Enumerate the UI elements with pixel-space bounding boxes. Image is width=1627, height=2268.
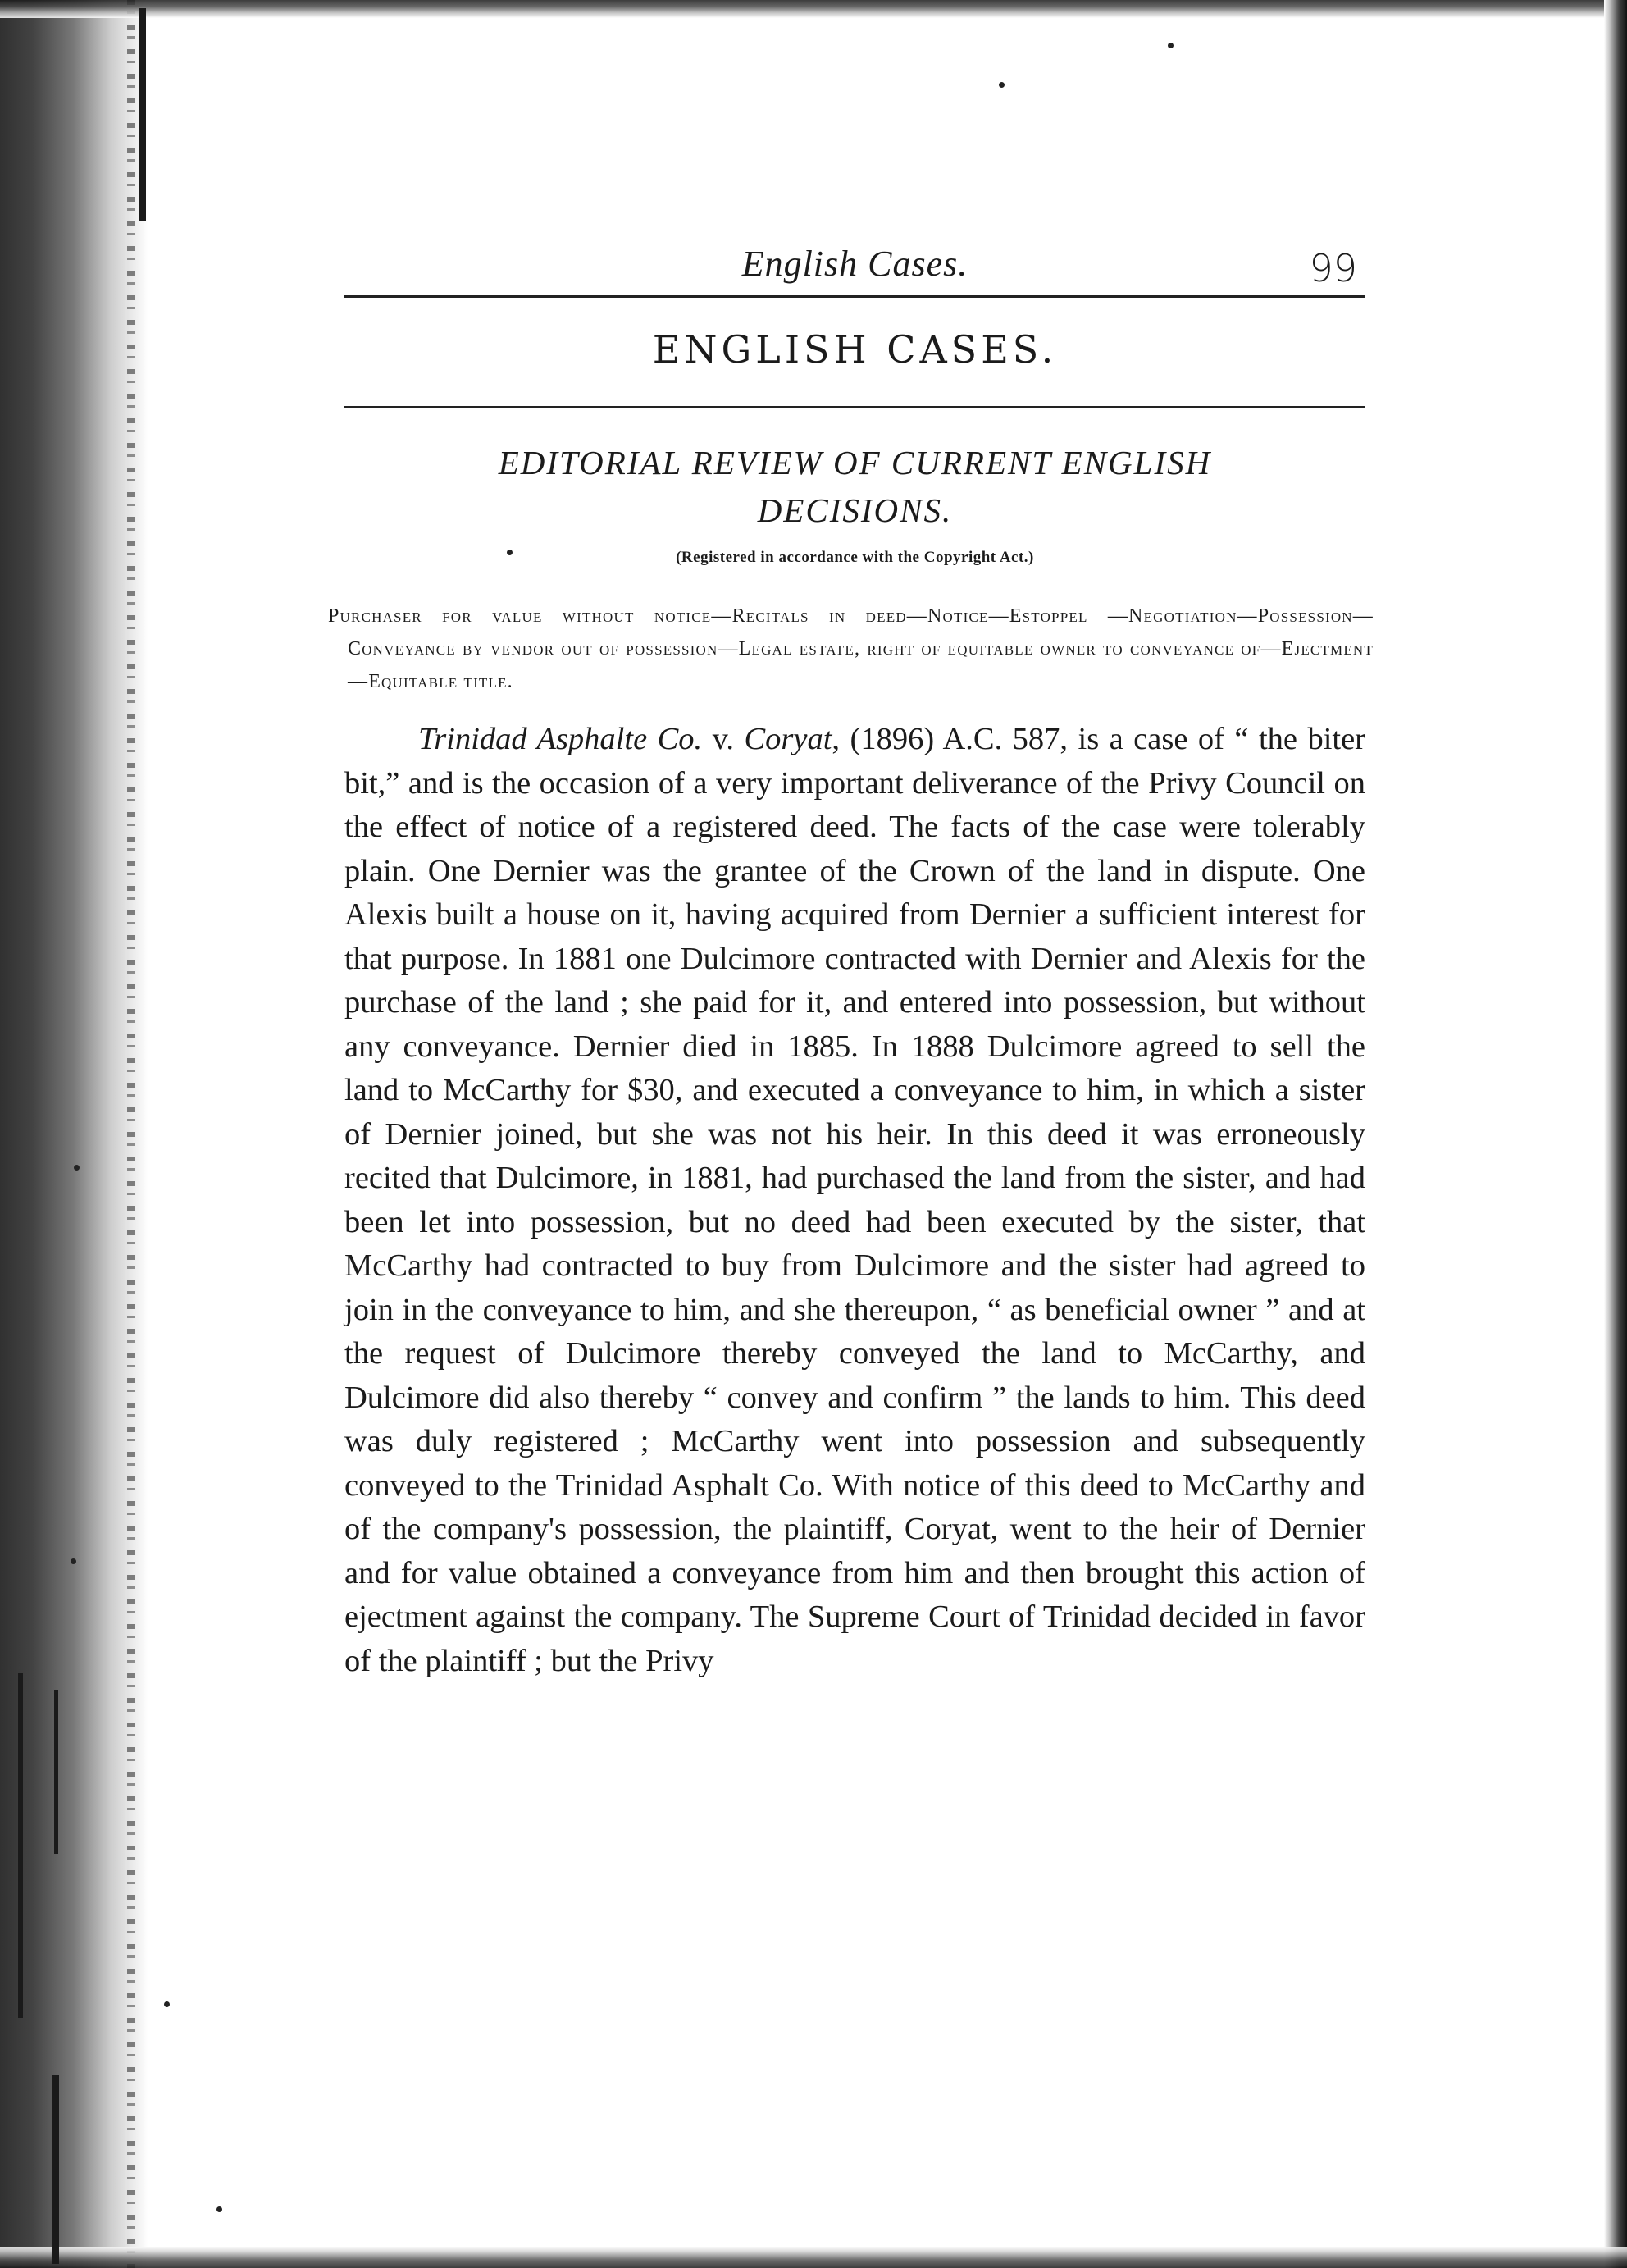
binding-mark [54, 1690, 58, 1854]
page-number: 99 [1309, 246, 1357, 290]
running-title: English Cases. [741, 244, 968, 284]
header-rule [344, 295, 1365, 298]
headnote [328, 600, 1374, 698]
section-title: ENGLISH CASES. [652, 327, 1058, 372]
scan-edge-top [0, 0, 1627, 18]
speck [71, 1558, 76, 1564]
speck [74, 1165, 80, 1171]
binding-mark [139, 8, 146, 221]
binding-mark [52, 2075, 59, 2264]
case-party: Coryat [744, 722, 832, 756]
scan-edge-right [1604, 0, 1627, 2268]
binding-mark [18, 1673, 23, 2018]
speck [999, 82, 1005, 88]
body-text: , (1896) A.C. 587, is a case of “ the biter bit,” and is the occasion of a very important deliverance of the Privy Council on the effect of notice of a registered deed. The facts of the case were tolerably plain. One Dernier was the grantee of the Crown of the land in dispute. One Alexis built a house on it, having acquired from Dernier a sufficient interest for that purpose. In 1881 one Dulcimore contracted with Dernier and Alexis for the purchase of the land ; she paid for it, and entered into possession, but without any conveyance. Dernier died in 1885. In 1888 Dulcimore agreed to sell the land to McCarthy for $30, and executed a conveyance to him, in which a sister of Dernier joined, but she was not his heir. In this deed it was erroneously recited that Dulcimore, in 1881, had purchased the land from the sister, and had been let into possession, but no deed had been executed by the sister, that McCarthy had contracted to buy from Dulcimore and the sister had agreed to join in the conveyance to him, and she thereupon, “ as beneficial owner ” and at the request of Dulcimore thereby conveyed the land to McCarthy, and Dulcimore did also thereby “ convey and confirm ” the lands to him. This deed was duly registered ; McCarthy went into possession and subsequently conveyed to the Trinidad Asphalt Co. With notice of this deed to McCarthy and of the company's possession, the plaintiff, Coryat, went to the heir of Dernier and for value obtained a conveyance from him and then brought this action of ejectment against the company. The Supreme Court of Trinidad decided in favor of the plaintiff ; but the Privy [344, 722, 1365, 1678]
body-paragraph [344, 718, 1365, 1683]
case-versus: v. [702, 722, 745, 756]
speck [164, 2001, 170, 2007]
case-name: Trinidad Asphalte Co. [418, 722, 703, 756]
book-page [328, 238, 1374, 1683]
speck [216, 2206, 222, 2212]
scan-edge-bottom [0, 2247, 1627, 2268]
headnote-text: Purchaser for value without notice—Recitals in deed—Notice—Estoppel —Negotiation—Possession—Conveyance by vendor out of possession—Legal estate, right of equitable owner to conveyance of—Ejectment—Equitable title. [328, 605, 1374, 692]
copyright-notice: (Registered in accordance with the Copyright Act.) [676, 549, 1034, 566]
running-head [344, 238, 1365, 295]
review-title: EDITORIAL REVIEW OF CURRENT ENGLISH DECISIONS. [498, 444, 1212, 529]
speck [1168, 43, 1174, 48]
section-rule [344, 406, 1365, 408]
